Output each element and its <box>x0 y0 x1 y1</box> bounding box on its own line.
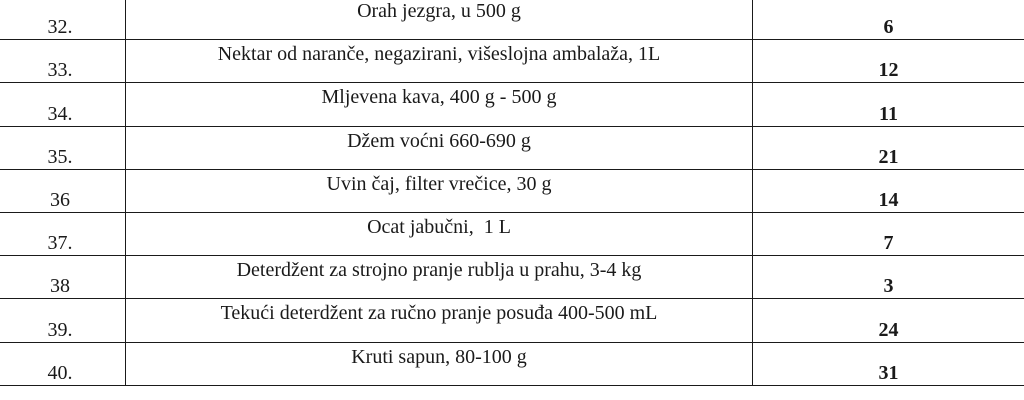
row-number: 36 <box>50 188 70 211</box>
row-number-cell <box>0 169 126 212</box>
row-number: 33. <box>47 59 73 82</box>
row-number-cell <box>0 83 126 126</box>
row-number: 40. <box>47 361 73 384</box>
row-number: 34. <box>47 102 73 125</box>
product-name-cell <box>126 342 753 385</box>
quantity-value: 11 <box>879 102 898 125</box>
product-name-cell <box>126 126 753 169</box>
product-name: Kruti sapun, 80-100 g <box>351 345 527 368</box>
product-name: Ocat jabučni, 1 L <box>367 215 511 238</box>
quantity-value: 3 <box>883 275 894 298</box>
quantity-cell <box>753 256 1024 299</box>
product-name-cell <box>126 212 753 255</box>
row-number-cell <box>0 299 126 342</box>
product-name: Uvin čaj, filter vrečice, 30 g <box>326 172 552 195</box>
product-name: Džem voćni 660-690 g <box>347 129 531 152</box>
row-number-cell <box>0 342 126 385</box>
table-row <box>0 342 1024 385</box>
quantity-value: 12 <box>878 59 899 82</box>
product-name: Orah jezgra, u 500 g <box>357 0 521 22</box>
table-row <box>0 212 1024 255</box>
product-name: Mljevena kava, 400 g - 500 g <box>321 86 557 109</box>
table-row <box>0 83 1024 126</box>
quantity-cell <box>753 169 1024 212</box>
quantity-value: 6 <box>883 16 894 39</box>
row-number: 35. <box>47 145 73 168</box>
row-number: 37. <box>47 232 73 255</box>
product-name-cell <box>126 169 753 212</box>
quantity-cell <box>753 0 1024 40</box>
quantity-value: 21 <box>878 145 899 168</box>
row-number-cell <box>0 0 126 40</box>
row-number-cell <box>0 40 126 83</box>
quantity-value: 7 <box>883 232 894 255</box>
quantity-value: 24 <box>878 318 899 341</box>
quantity-cell <box>753 126 1024 169</box>
product-name: Deterdžent za strojno pranje rublja u prahu, 3-4 kg <box>236 259 642 282</box>
quantity-cell <box>753 342 1024 385</box>
row-number-cell <box>0 212 126 255</box>
table-row <box>0 0 1024 40</box>
quantity-cell <box>753 83 1024 126</box>
quantity-cell <box>753 40 1024 83</box>
quantity-cell <box>753 212 1024 255</box>
quantity-value: 14 <box>878 188 899 211</box>
quantity-cell <box>753 299 1024 342</box>
row-number: 32. <box>47 16 73 39</box>
table-row <box>0 299 1024 342</box>
product-name-cell <box>126 40 753 83</box>
table-row <box>0 256 1024 299</box>
row-number-cell <box>0 256 126 299</box>
table-row <box>0 169 1024 212</box>
quantity-value: 31 <box>878 361 899 384</box>
product-name-cell <box>126 0 753 40</box>
row-number: 39. <box>47 318 73 341</box>
row-number-cell <box>0 126 126 169</box>
product-name: Nektar od naranče, negazirani, višeslojna ambalaža, 1L <box>217 43 661 66</box>
product-name-cell <box>126 299 753 342</box>
table-row <box>0 126 1024 169</box>
product-name-cell <box>126 83 753 126</box>
row-number: 38 <box>50 275 70 298</box>
product-name: Tekući deterdžent za ručno pranje posuđa 400-500 mL <box>220 302 658 325</box>
table-row <box>0 40 1024 83</box>
product-name-cell <box>126 256 753 299</box>
